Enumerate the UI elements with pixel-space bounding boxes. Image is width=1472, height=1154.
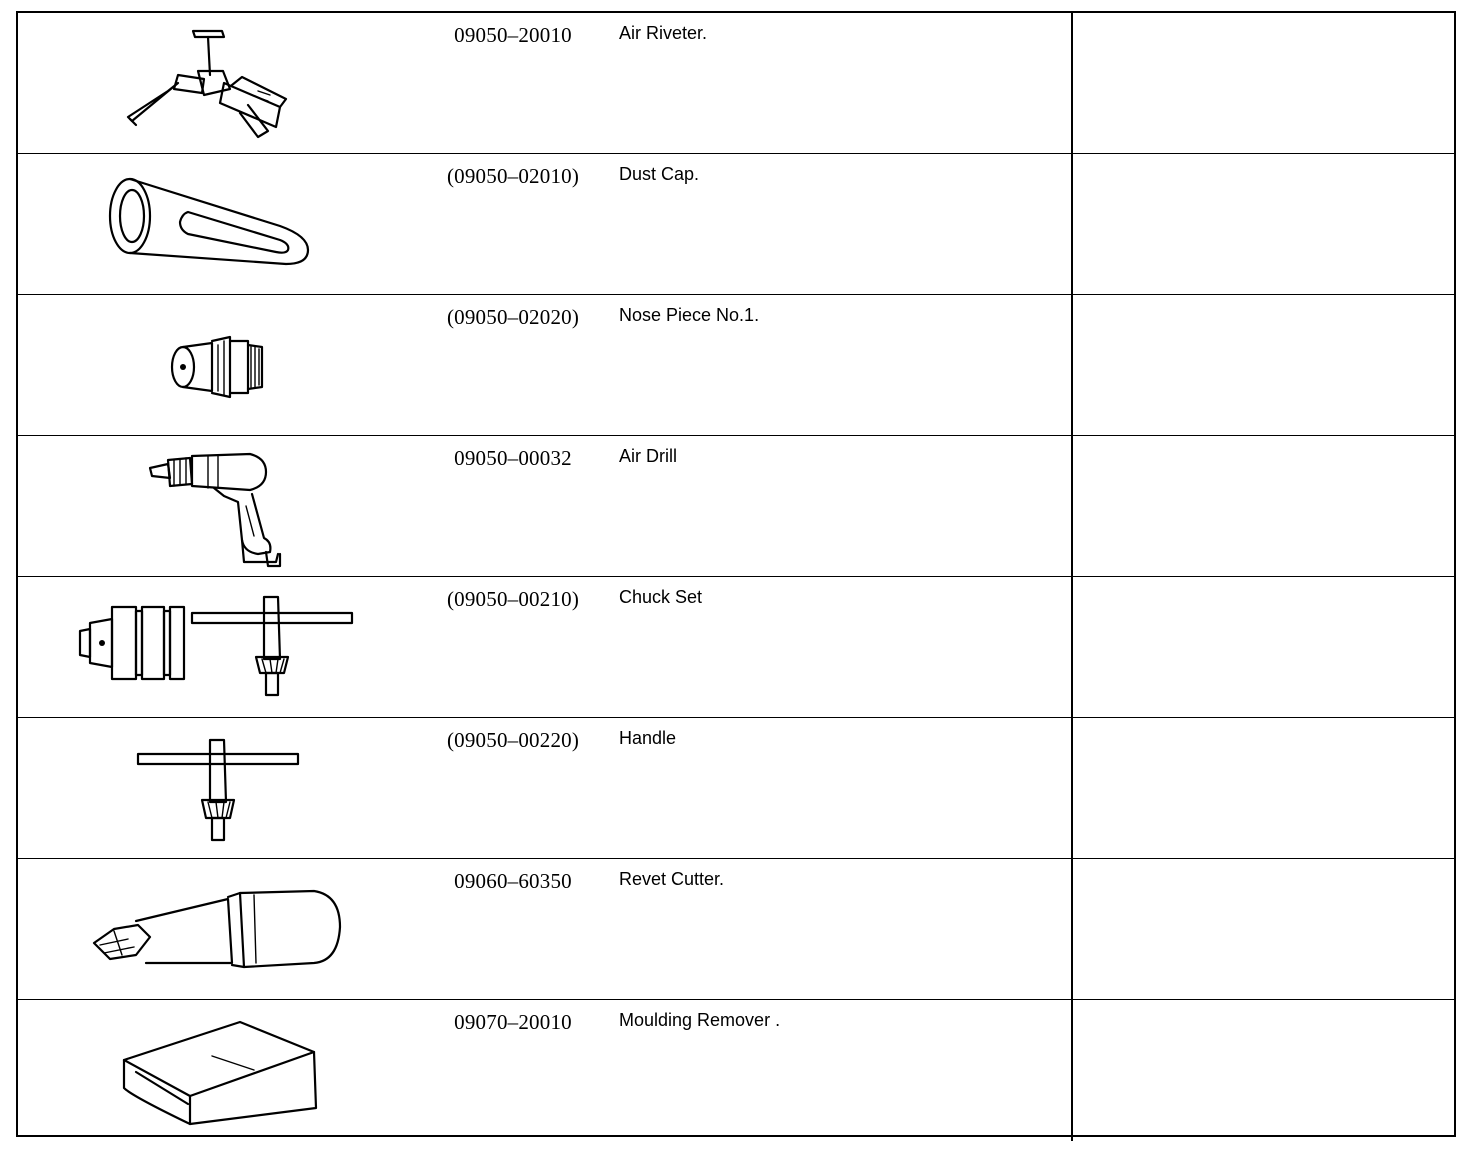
notes-cell <box>1081 1010 1451 1130</box>
part-number: 09050–00032 <box>454 446 572 470</box>
table-row <box>18 436 1454 577</box>
tool-table <box>16 11 1456 1137</box>
notes-cell <box>1081 305 1451 425</box>
notes-cell <box>1081 23 1451 143</box>
tool-description: Air Riveter. <box>619 23 708 43</box>
notes-cell <box>1081 164 1451 284</box>
notes-cell <box>1081 446 1451 566</box>
notes-cell <box>1081 869 1451 989</box>
tool-description: Revet Cutter. <box>619 869 725 889</box>
rivet-cutter-icon <box>18 859 418 1000</box>
column-divider <box>1071 1000 1073 1141</box>
column-divider <box>1071 577 1073 717</box>
air-riveter-icon <box>18 13 418 154</box>
tool-description: Handle <box>619 728 677 748</box>
column-divider <box>1071 859 1073 999</box>
table-row <box>18 859 1454 1000</box>
table-row <box>18 13 1454 154</box>
air-drill-icon <box>18 436 418 577</box>
table-row <box>18 154 1454 295</box>
tool-description: Air Drill <box>619 446 677 466</box>
part-number: (09050–00220) <box>446 728 580 752</box>
tool-description: Dust Cap. <box>619 164 700 184</box>
column-divider <box>1071 718 1073 858</box>
column-divider <box>1071 295 1073 435</box>
table-row <box>18 1000 1454 1141</box>
column-divider <box>1071 13 1073 153</box>
part-number: (09050–02010) <box>446 164 580 188</box>
table-row <box>18 577 1454 718</box>
tool-description: Nose Piece No.1. <box>619 305 760 325</box>
notes-cell <box>1081 728 1451 848</box>
part-number: (09050–02020) <box>446 305 580 329</box>
column-divider <box>1071 436 1073 576</box>
tool-description: Chuck Set <box>619 587 703 607</box>
notes-cell <box>1081 587 1451 707</box>
column-divider <box>1071 154 1073 294</box>
nose-piece-icon <box>18 295 418 436</box>
chuck-handle-icon <box>18 718 418 859</box>
tool-description: Moulding Remover . <box>619 1010 781 1030</box>
moulding-remover-icon <box>18 1000 418 1141</box>
part-number: 09060–60350 <box>454 869 572 893</box>
table-row <box>18 295 1454 436</box>
part-number: 09070–20010 <box>454 1010 572 1034</box>
part-number: 09050–20010 <box>454 23 572 47</box>
table-row <box>18 718 1454 859</box>
chuck-set-icon <box>18 577 418 718</box>
part-number: (09050–00210) <box>446 587 580 611</box>
dust-cap-icon <box>18 154 418 295</box>
